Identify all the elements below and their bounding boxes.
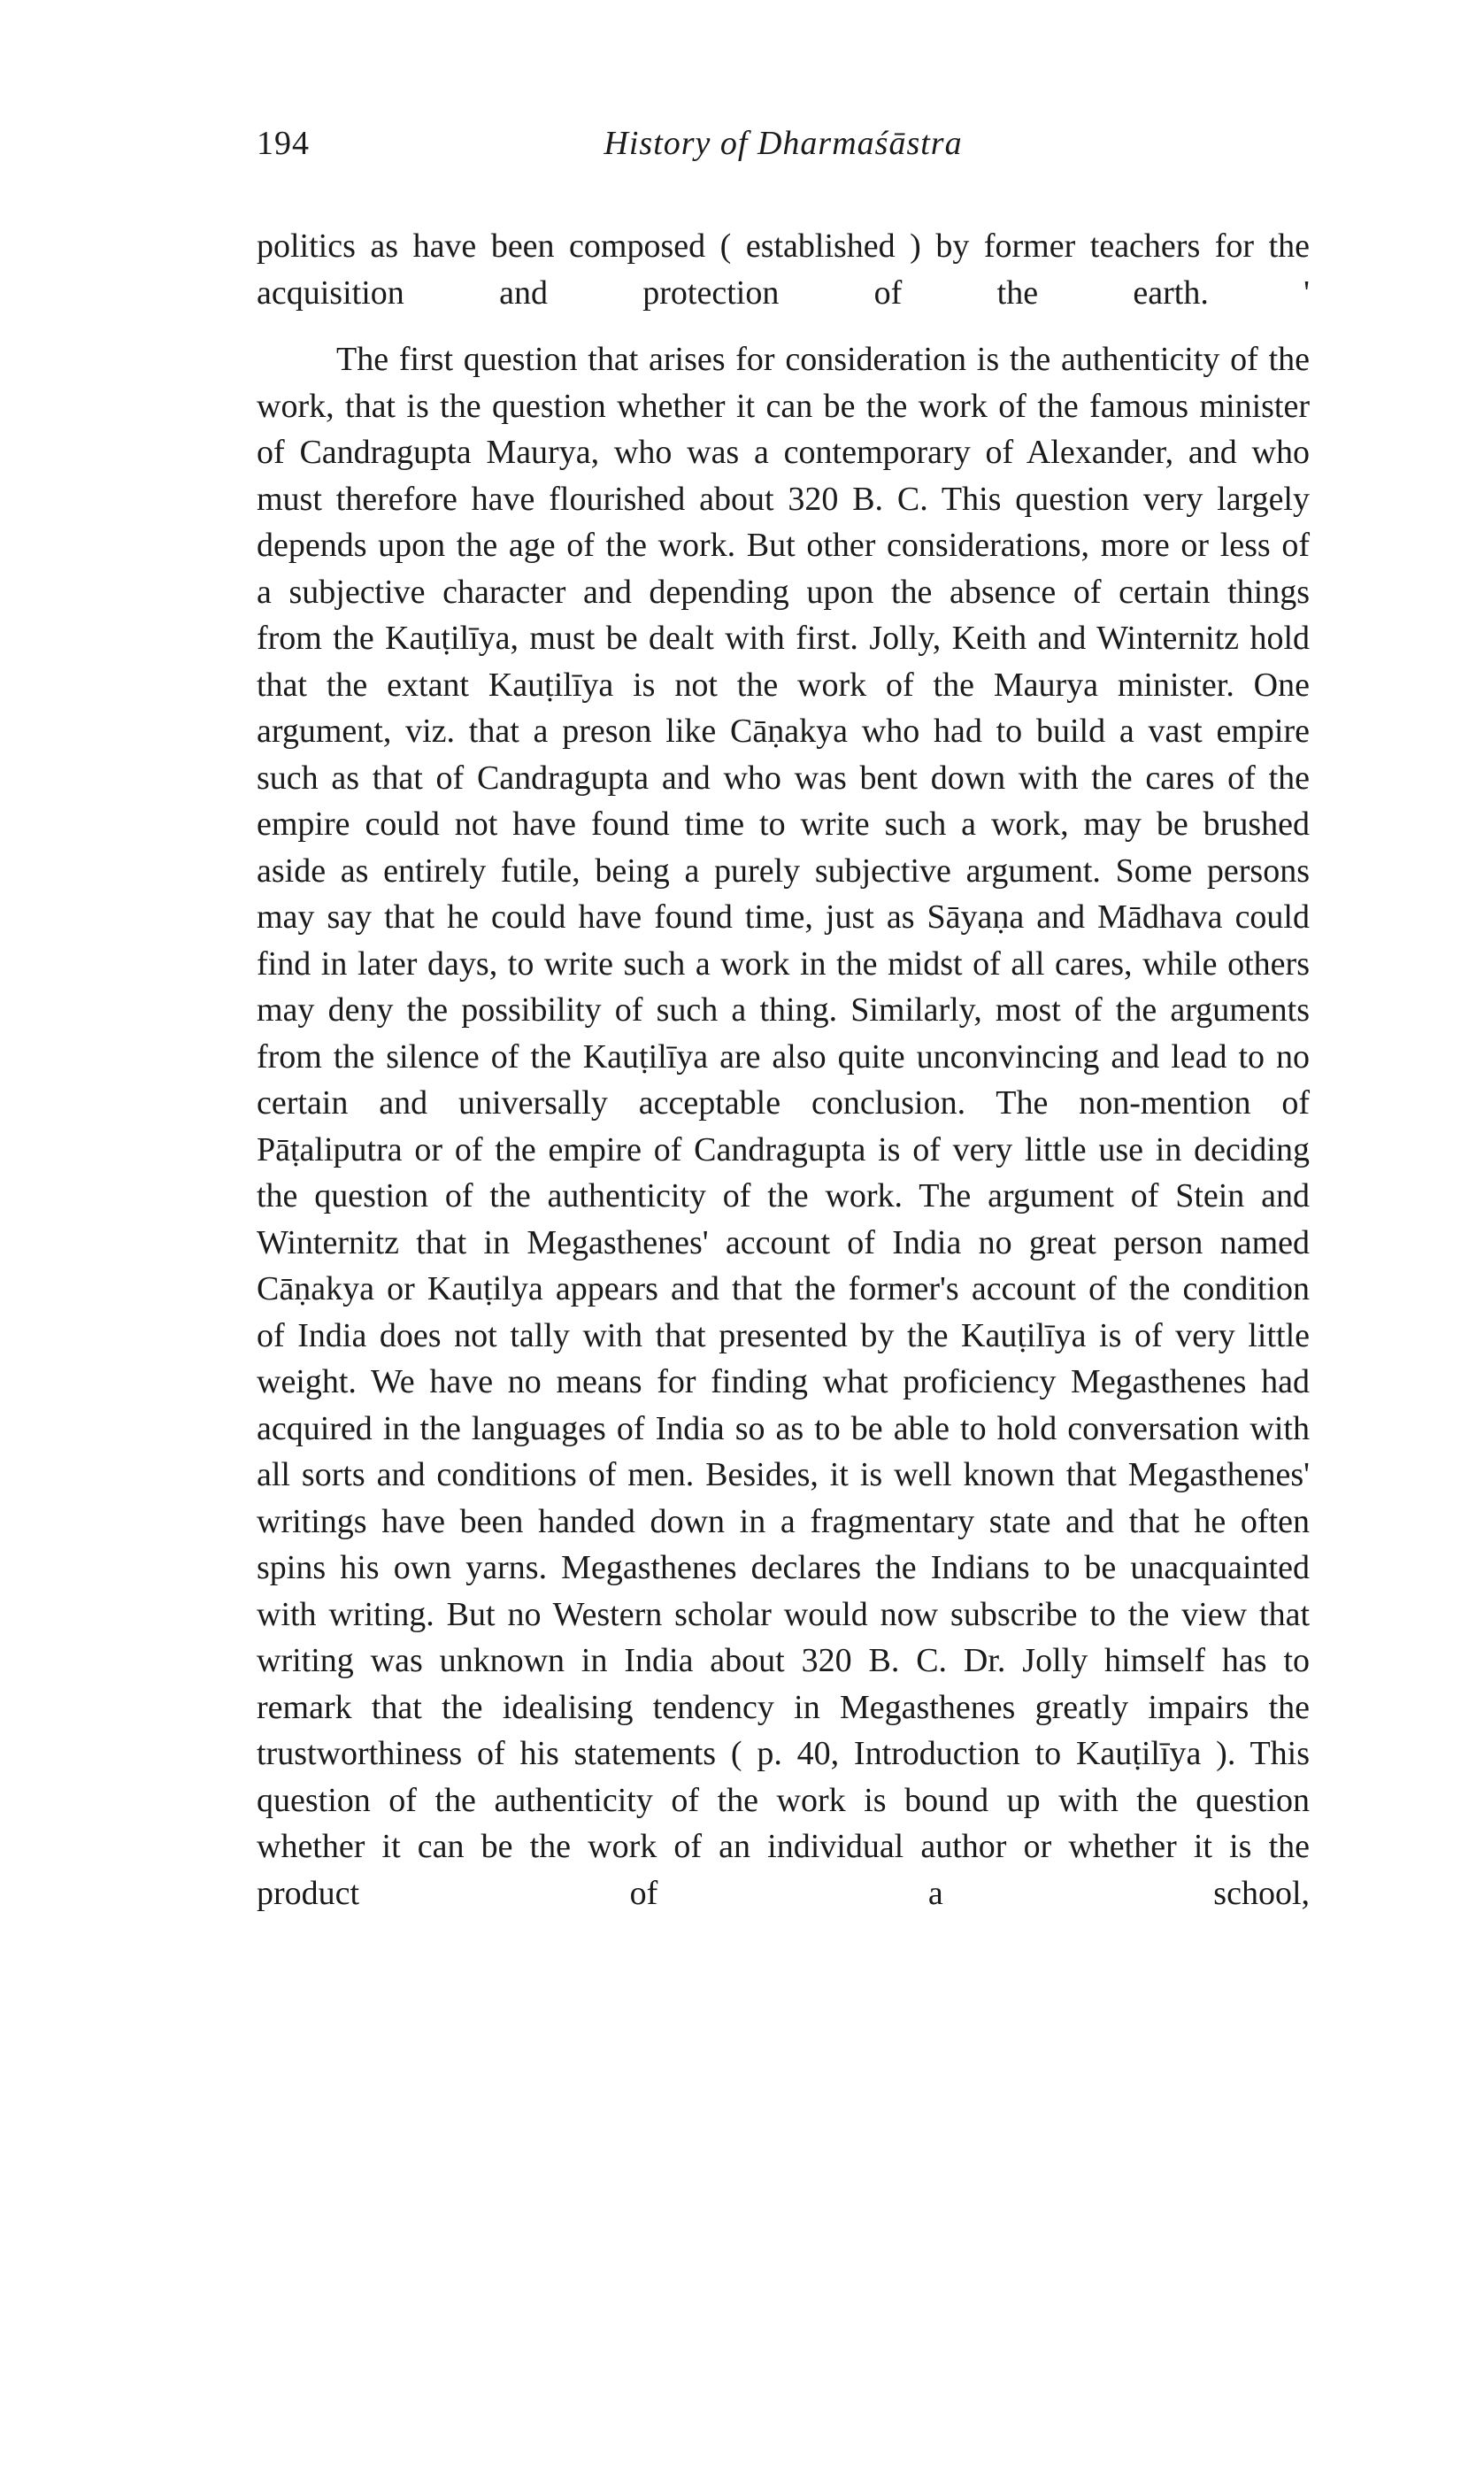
body-text [257, 223, 1310, 1916]
page-number: 194 [257, 125, 310, 162]
paragraph-authenticity: The first question that arises for consideration is the authenticity of the work, that is the question whether it can be the work of the famous minister of Candragupta Maurya, who was a contemporary of Alexander, and who must therefore have flourished about 320 B. C. This question very largely depends upon the age of the work. But other considerations, more or less of a subjective character and depending upon the absence of certain things from the Kauṭilīya, must be dealt with first. Jolly, Keith and Winternitz hold that the extant Kauṭilīya is not the work of the Maurya minister. One argument, viz. that a preson like Cāṇakya who had to build a vast empire such as that of Candragupta and who was bent down with the cares of the empire could not have found time to write such a work, may be brushed aside as entirely futile, being a purely subjective argument. Some persons may say that he could have found time, just as Sāyaṇa and Mādhava could find in later days, to write such a work in the midst of all cares, while others may deny the possibility of such a thing. Similarly, most of the arguments from the silence of the Kauṭilīya are also quite unconvincing and lead to no certain and universally acceptable conclusion. The non-mention of Pāṭaliputra or of the empire of Candragupta is of very little use in deciding the question of the authenticity of the work. The argument of Stein and Winternitz that in Megasthenes' account of India no great person named Cāṇakya or Kauṭilya appears and that the former's account of the condition of India does not tally with that presented by the Kauṭilīya is of very little weight. We have no means for finding what proficiency Megasthenes had acquired in the languages of India so as to be able to hold conversation with all sorts and conditions of men. Besides, it is well known that Megasthenes' writings have been handed down in a fragmentary state and that he often spins his own yarns. Megasthenes declares the Indians to be unacquainted with writing. But no Western scholar would now subscribe to the view that writing was unknown in India about 320 B. C. Dr. Jolly himself has to remark that the idealising tendency in Megasthenes greatly impairs the trustworthiness of his statements ( p. 40, Introduction to Kauṭilīya ). This question of the authenticity of the work is bound up with the question whether it can be the work of an individual author or whether it is the product of a school, [257, 341, 1310, 1912]
paragraph-continuation: politics as have been composed ( established ) by former teachers for the acquisition and protection of the earth. ' [257, 227, 1310, 312]
running-title: History of Dharmaśāstra [604, 125, 963, 162]
running-head [257, 124, 1310, 177]
